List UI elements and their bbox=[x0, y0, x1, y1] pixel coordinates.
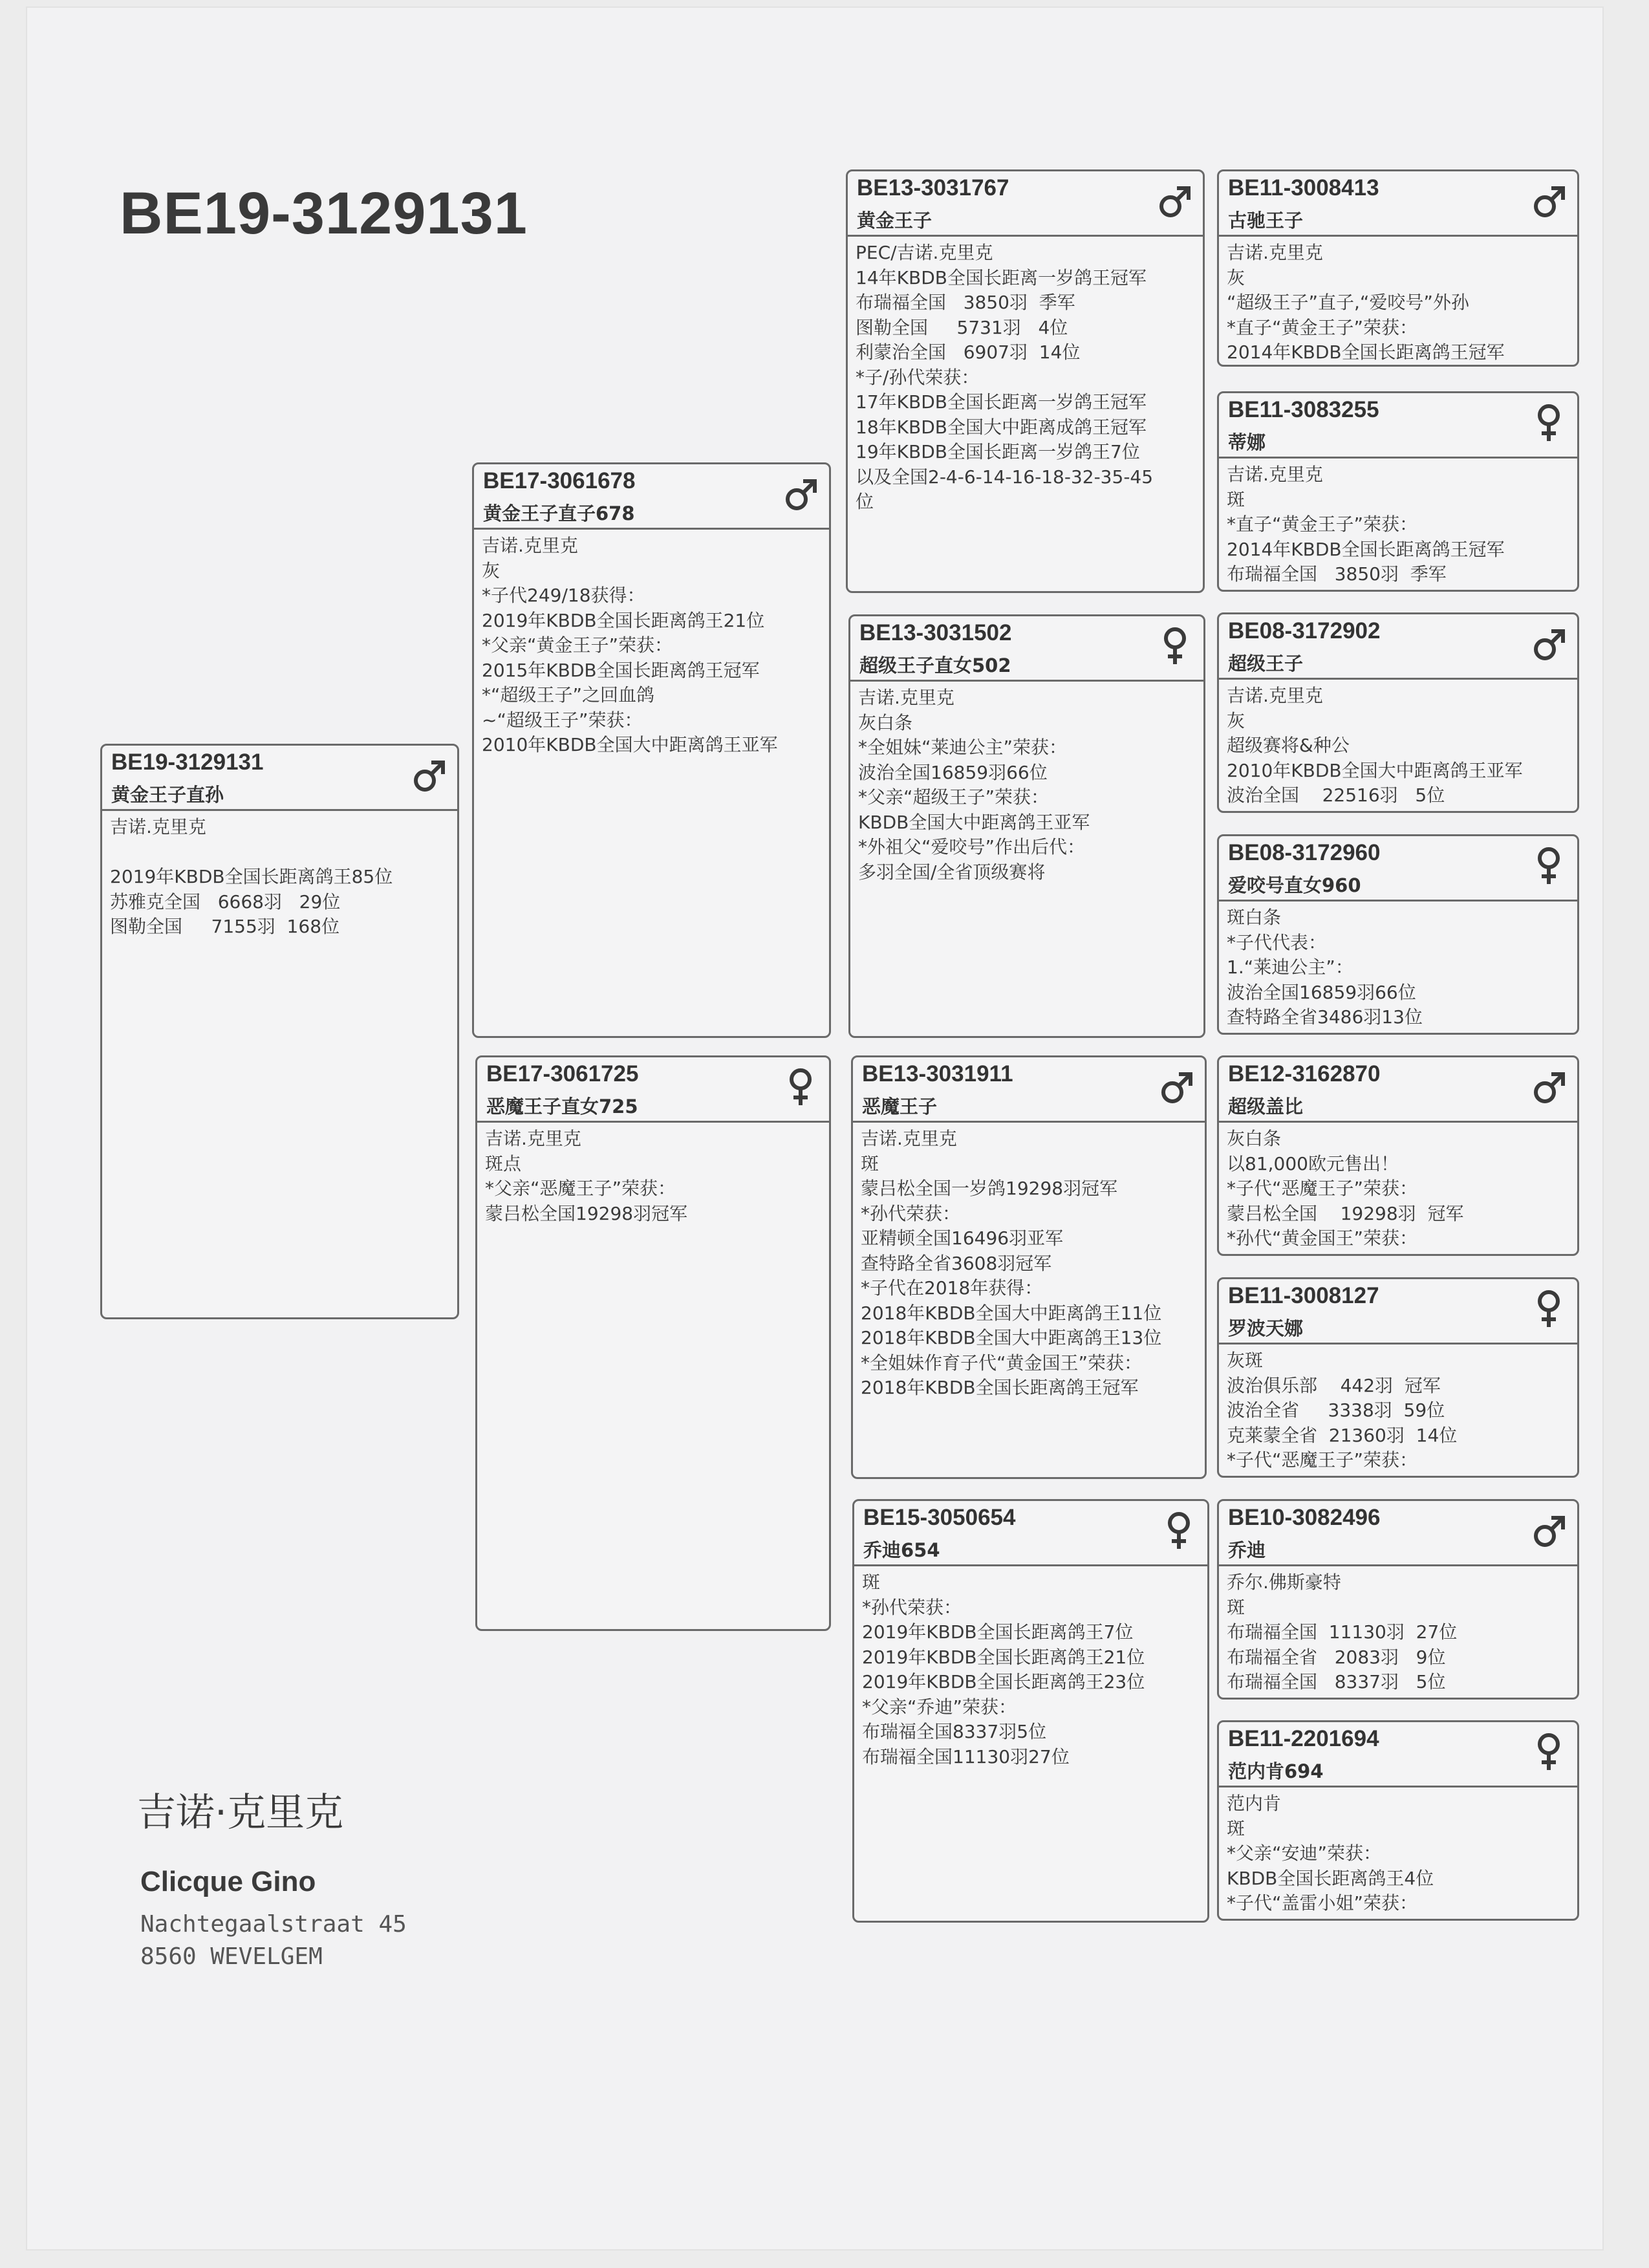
detail-line: 布瑞福全国 8337羽 5位 bbox=[1227, 1671, 1446, 1692]
card-details bbox=[1219, 237, 1577, 365]
male-symbol-icon bbox=[782, 473, 819, 515]
detail-line: 1.“莱迪公主”： bbox=[1227, 956, 1353, 978]
bird-name: 乔迪 bbox=[1228, 1539, 1266, 1561]
detail-line: 18年KBDB全国大中距离成鸽王冠军 bbox=[856, 416, 1147, 438]
detail-line: 吉诺.克里克 bbox=[858, 687, 954, 708]
detail-line: 范内肯 bbox=[1227, 1793, 1282, 1814]
detail-line: 灰白条 bbox=[1227, 1128, 1282, 1149]
ring-number: BE17-3061678 bbox=[483, 468, 636, 493]
detail-line: 吉诺.克里克 bbox=[1227, 464, 1323, 485]
pedigree-card bbox=[1217, 834, 1579, 1035]
bird-name: 爱咬号直女960 bbox=[1228, 874, 1361, 896]
ring-number: BE08-3172902 bbox=[1228, 618, 1381, 643]
card-header bbox=[477, 1057, 829, 1123]
male-symbol-icon bbox=[1531, 180, 1567, 222]
detail-line: *子代“恶魔王子”荣获： bbox=[1227, 1449, 1418, 1471]
address-city: 8560 WEVELGEM bbox=[140, 1943, 323, 1970]
detail-line: 2019年KBDB全国长距离鸽王7位 bbox=[862, 1621, 1134, 1643]
card-details bbox=[474, 530, 829, 758]
detail-line: 斑 bbox=[1227, 488, 1245, 510]
ring-number: BE13-3031767 bbox=[857, 175, 1009, 200]
detail-line: *子/孙代荣获： bbox=[856, 366, 980, 388]
pedigree-card bbox=[1217, 612, 1579, 813]
detail-line bbox=[110, 840, 449, 865]
male-symbol-icon bbox=[411, 755, 447, 796]
detail-line: 布瑞福全省 2083羽 9位 bbox=[1227, 1646, 1446, 1668]
card-details bbox=[1219, 459, 1577, 587]
bird-name: 古驰王子 bbox=[1228, 210, 1304, 232]
detail-line: *子代“恶魔王子”荣获： bbox=[1227, 1178, 1418, 1199]
pedigree-card bbox=[475, 1055, 831, 1631]
detail-line: *子代249/18获得： bbox=[482, 585, 645, 606]
card-header bbox=[1219, 393, 1577, 459]
breeder-name-chinese: 吉诺·克里克 bbox=[137, 1790, 344, 1835]
pedigree-card bbox=[848, 614, 1205, 1038]
detail-line: 布瑞福全国8337羽5位 bbox=[862, 1721, 1047, 1742]
detail-line: 吉诺.克里克 bbox=[482, 535, 578, 556]
card-header bbox=[1219, 614, 1577, 680]
detail-line: 2019年KBDB全国长距离鸽王23位 bbox=[862, 1671, 1145, 1692]
pedigree-card bbox=[1217, 1499, 1579, 1700]
detail-line: 2019年KBDB全国长距离鸽王85位 bbox=[110, 866, 393, 887]
detail-line: 灰斑 bbox=[1227, 1350, 1264, 1371]
card-header bbox=[853, 1057, 1205, 1123]
detail-line: 吉诺.克里克 bbox=[861, 1128, 957, 1149]
detail-line: 蒙吕松全国 19298羽 冠军 bbox=[1227, 1202, 1464, 1224]
ring-number: BE10-3082496 bbox=[1228, 1505, 1381, 1530]
pedigree-card bbox=[846, 169, 1205, 593]
detail-line: *父亲“乔迪”荣获： bbox=[862, 1696, 1017, 1718]
detail-line: KBDB全国大中距离鸽王亚军 bbox=[858, 811, 1090, 833]
detail-line: 2018年KBDB全国长距离鸽王冠军 bbox=[861, 1377, 1139, 1398]
pedigree-card bbox=[1217, 1277, 1579, 1478]
ring-number: BE08-3172960 bbox=[1228, 840, 1381, 865]
detail-line: 2015年KBDB全国长距离鸽王冠军 bbox=[482, 659, 760, 681]
card-header bbox=[1219, 1057, 1577, 1123]
female-symbol-icon bbox=[1531, 1731, 1567, 1773]
detail-line: 亚精顿全国16496羽亚军 bbox=[861, 1227, 1064, 1249]
ring-number: BE19-3129131 bbox=[111, 750, 264, 775]
detail-line: 吉诺.克里克 bbox=[1227, 685, 1323, 706]
card-header bbox=[474, 464, 829, 530]
ring-number: BE17-3061725 bbox=[486, 1061, 639, 1086]
card-header bbox=[854, 1501, 1207, 1566]
detail-line: 波治全省 3338羽 59位 bbox=[1227, 1399, 1445, 1421]
detail-line: 灰 bbox=[1227, 709, 1245, 731]
detail-line: *孙代“黄金国王”荣获： bbox=[1227, 1227, 1418, 1249]
male-symbol-icon bbox=[1158, 1066, 1194, 1108]
card-header bbox=[1219, 1722, 1577, 1787]
bird-name: 范内肯694 bbox=[1228, 1760, 1324, 1782]
detail-line: *父亲“恶魔王子”荣获： bbox=[485, 1178, 676, 1199]
detail-line: 灰白条 bbox=[858, 711, 913, 733]
bird-name: 罗波天娜 bbox=[1228, 1317, 1304, 1339]
card-details bbox=[1219, 1123, 1577, 1251]
detail-line: 斑 bbox=[861, 1152, 879, 1174]
detail-line: 位 bbox=[856, 491, 874, 512]
ring-number: BE12-3162870 bbox=[1228, 1061, 1381, 1086]
detail-line: 布瑞福全国 3850羽 季军 bbox=[1227, 563, 1447, 585]
female-symbol-icon bbox=[1161, 1510, 1197, 1551]
card-details bbox=[850, 682, 1203, 885]
male-symbol-icon bbox=[1531, 1510, 1567, 1551]
card-header bbox=[102, 746, 457, 811]
detail-line: 2010年KBDB全国大中距离鸽王亚军 bbox=[482, 734, 778, 755]
detail-line: PEC/吉诺.克里克 bbox=[856, 242, 993, 263]
pedigree-card bbox=[1217, 391, 1579, 592]
detail-line: 波治全国 22516羽 5位 bbox=[1227, 784, 1445, 806]
detail-line: 以81,000欧元售出！ bbox=[1227, 1152, 1399, 1174]
detail-line: 蒙吕松全国一岁鸽19298羽冠军 bbox=[861, 1178, 1118, 1199]
detail-line: 2018年KBDB全国大中距离鸽王13位 bbox=[861, 1327, 1162, 1348]
detail-line: 图勒全国 5731羽 4位 bbox=[856, 316, 1068, 338]
card-details bbox=[854, 1566, 1207, 1769]
card-header bbox=[1219, 1501, 1577, 1566]
detail-line: 灰 bbox=[1227, 266, 1245, 288]
ring-number: BE11-3083255 bbox=[1228, 397, 1379, 422]
card-details bbox=[1219, 902, 1577, 1030]
detail-line: 波治俱乐部 442羽 冠军 bbox=[1227, 1374, 1441, 1396]
card-header bbox=[1219, 171, 1577, 237]
detail-line: *“超级王子”之回血鸽 bbox=[482, 684, 655, 706]
card-details bbox=[848, 237, 1203, 515]
detail-line: 克莱蒙全省 21360羽 14位 bbox=[1227, 1424, 1458, 1446]
female-symbol-icon bbox=[1531, 402, 1567, 444]
detail-line: 布瑞福全国 11130羽 27位 bbox=[1227, 1621, 1458, 1643]
pedigree-card bbox=[1217, 1055, 1579, 1256]
card-details bbox=[477, 1123, 829, 1226]
detail-line: 2010年KBDB全国大中距离鸽王亚军 bbox=[1227, 759, 1523, 781]
address-street: Nachtegaalstraat 45 bbox=[140, 1911, 407, 1938]
bird-name: 超级王子直女502 bbox=[859, 654, 1011, 676]
breeder-name: Clicque Gino bbox=[140, 1866, 316, 1897]
card-details bbox=[1219, 1345, 1577, 1473]
ring-number: BE11-2201694 bbox=[1228, 1726, 1379, 1751]
detail-line: KBDB全国长距离鸽王4位 bbox=[1227, 1867, 1434, 1889]
detail-line: *全姐妹“莱迪公主”荣获： bbox=[858, 737, 1068, 758]
detail-line: 斑点 bbox=[485, 1152, 522, 1174]
detail-line: 苏雅克全国 6668羽 29位 bbox=[110, 891, 341, 913]
card-details bbox=[1219, 1787, 1577, 1916]
detail-line: 14年KBDB全国长距离一岁鸽王冠军 bbox=[856, 266, 1147, 288]
detail-line: 蒙吕松全国19298羽冠军 bbox=[485, 1202, 688, 1224]
page-title: BE19-3129131 bbox=[120, 180, 528, 246]
detail-line: 斑 bbox=[1227, 1596, 1245, 1618]
pedigree-card bbox=[1217, 1720, 1579, 1921]
ring-number: BE15-3050654 bbox=[863, 1505, 1016, 1530]
detail-line: *父亲“超级王子”荣获： bbox=[858, 786, 1050, 808]
detail-line: 吉诺.克里克 bbox=[1227, 242, 1323, 263]
detail-line: *全姐妹作育子代“黄金国王”荣获： bbox=[861, 1352, 1143, 1374]
bird-name: 恶魔王子 bbox=[862, 1096, 938, 1118]
detail-line: *父亲“安迪”荣获： bbox=[1227, 1842, 1382, 1864]
detail-line: *子代“盖雷小姐”荣获： bbox=[1227, 1892, 1418, 1914]
detail-line: 2019年KBDB全国长距离鸽王21位 bbox=[862, 1646, 1145, 1668]
detail-line: 以及全国2-4-6-14-16-18-32-35-45 bbox=[856, 466, 1154, 488]
card-header bbox=[1219, 1279, 1577, 1345]
detail-line: 乔尔.佛斯豪特 bbox=[1227, 1571, 1341, 1593]
pedigree-card bbox=[472, 462, 831, 1038]
detail-line: 2014年KBDB全国长距离鸽王冠军 bbox=[1227, 538, 1505, 560]
detail-line: 斑 bbox=[862, 1571, 881, 1593]
male-symbol-icon bbox=[1531, 623, 1567, 665]
female-symbol-icon bbox=[1531, 1288, 1567, 1330]
female-symbol-icon bbox=[1531, 845, 1567, 887]
detail-line: 吉诺.克里克 bbox=[110, 816, 206, 837]
detail-line: 布瑞福全国11130羽27位 bbox=[862, 1745, 1070, 1767]
detail-line: ~“超级王子”荣获： bbox=[482, 709, 643, 731]
detail-line: 2014年KBDB全国长距离鸽王冠军 bbox=[1227, 341, 1505, 363]
detail-line: 2018年KBDB全国大中距离鸽王11位 bbox=[861, 1302, 1162, 1324]
detail-line: 2019年KBDB全国长距离鸽王21位 bbox=[482, 609, 765, 631]
detail-line: 斑白条 bbox=[1227, 907, 1282, 928]
bird-name: 恶魔王子直女725 bbox=[486, 1096, 638, 1118]
card-header bbox=[848, 171, 1203, 237]
detail-line: “超级王子”直子,“爱咬号”外孙 bbox=[1227, 292, 1469, 313]
male-symbol-icon bbox=[1531, 1066, 1567, 1108]
detail-line: 17年KBDB全国长距离一岁鸽王冠军 bbox=[856, 391, 1147, 413]
detail-line: *孙代荣获： bbox=[862, 1596, 962, 1618]
bird-name: 超级王子 bbox=[1228, 653, 1304, 675]
card-details bbox=[853, 1123, 1205, 1401]
card-details bbox=[102, 811, 457, 940]
bird-name: 乔迪654 bbox=[863, 1539, 940, 1561]
ring-number: BE11-3008127 bbox=[1228, 1283, 1379, 1308]
detail-line: 吉诺.克里克 bbox=[485, 1128, 581, 1149]
female-symbol-icon bbox=[782, 1066, 819, 1108]
pedigree-card bbox=[851, 1055, 1207, 1479]
detail-line: *直子“黄金王子”荣获： bbox=[1227, 316, 1418, 338]
card-header bbox=[1219, 836, 1577, 902]
ring-number: BE11-3008413 bbox=[1228, 175, 1379, 200]
detail-line: 波治全国16859羽66位 bbox=[1227, 981, 1416, 1003]
bird-name: 黄金王子 bbox=[857, 210, 932, 232]
detail-line: 图勒全国 7155羽 168位 bbox=[110, 916, 340, 937]
detail-line: 灰 bbox=[482, 559, 501, 581]
bird-name: 蒂娜 bbox=[1228, 431, 1266, 453]
detail-line: 布瑞福全国 3850羽 季军 bbox=[856, 292, 1075, 313]
detail-line: 查特路全省3608羽冠军 bbox=[861, 1252, 1052, 1274]
bird-name: 超级盖比 bbox=[1228, 1096, 1304, 1118]
detail-line: *外祖父“爱咬号”作出后代： bbox=[858, 836, 1086, 858]
female-symbol-icon bbox=[1157, 625, 1193, 667]
detail-line: 多羽全国/全省顶级赛将 bbox=[858, 861, 1046, 883]
bird-name: 黄金王子直子678 bbox=[483, 502, 635, 524]
detail-line: *孙代荣获： bbox=[861, 1202, 961, 1224]
detail-line: 斑 bbox=[1227, 1817, 1245, 1839]
card-header bbox=[850, 616, 1203, 682]
detail-line: *子代代表： bbox=[1227, 931, 1327, 953]
pedigree-card bbox=[852, 1499, 1209, 1923]
pedigree-card bbox=[1217, 169, 1579, 367]
bird-name: 黄金王子直孙 bbox=[111, 784, 224, 806]
detail-line: 波治全国16859羽66位 bbox=[858, 761, 1048, 783]
ring-number: BE13-3031502 bbox=[859, 620, 1012, 645]
card-details bbox=[1219, 1566, 1577, 1695]
card-details bbox=[1219, 680, 1577, 808]
detail-line: 19年KBDB全国长距离一岁鸽王7位 bbox=[856, 441, 1140, 462]
detail-line: *直子“黄金王子”荣获： bbox=[1227, 513, 1418, 535]
detail-line: *父亲“黄金王子”荣获： bbox=[482, 634, 673, 656]
male-symbol-icon bbox=[1156, 180, 1192, 222]
detail-line: *子代在2018年获得： bbox=[861, 1277, 1043, 1299]
ring-number: BE13-3031911 bbox=[862, 1061, 1013, 1086]
pedigree-card bbox=[100, 744, 459, 1319]
detail-line: 利蒙治全国 6907羽 14位 bbox=[856, 341, 1081, 363]
detail-line: 查特路全省3486羽13位 bbox=[1227, 1006, 1423, 1028]
detail-line: 超级赛将&种公 bbox=[1227, 735, 1350, 756]
